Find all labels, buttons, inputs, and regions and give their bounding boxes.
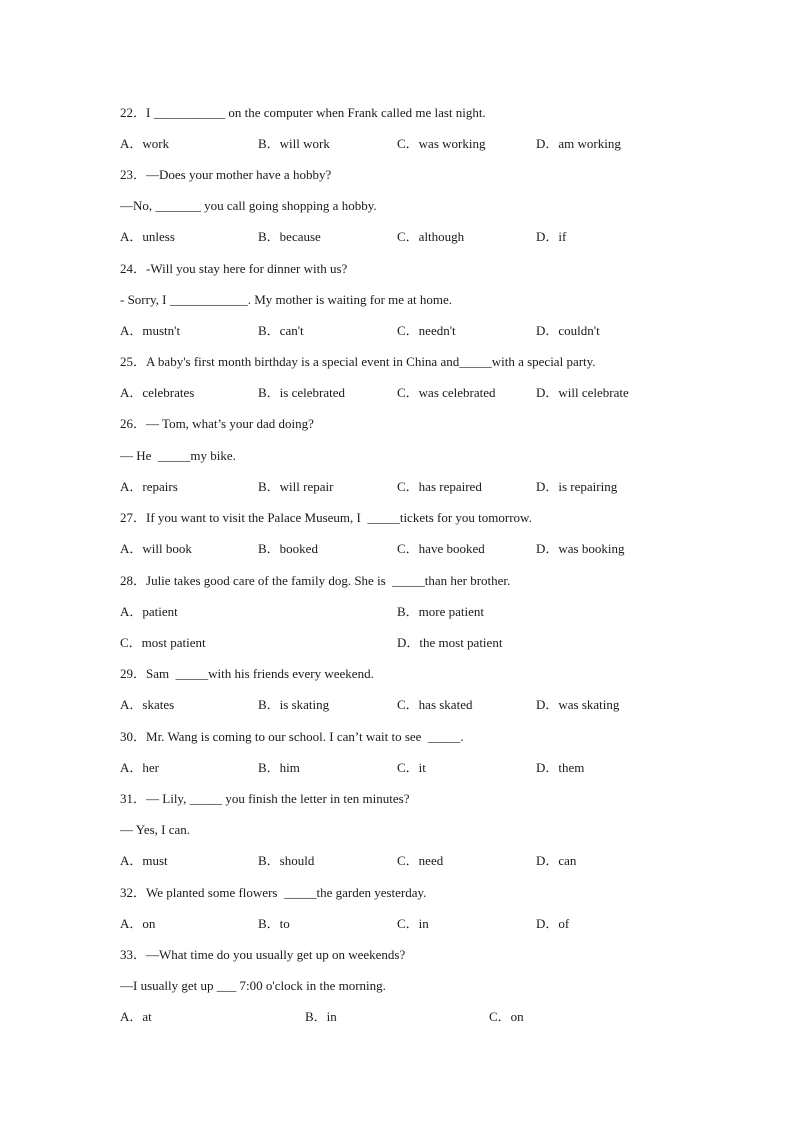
question-number: 27． <box>120 510 147 525</box>
option-c: C．most patient <box>120 635 206 650</box>
question-31-reply: — Yes, I can. <box>120 822 191 837</box>
option-c: C．was working <box>397 136 486 151</box>
question-25-stem <box>120 353 596 371</box>
option-a: A．must <box>120 853 168 868</box>
option-b: B．should <box>258 853 315 868</box>
option-d: D．was skating <box>536 697 620 712</box>
question-24-stem <box>120 260 347 278</box>
option-a: A．her <box>120 760 159 775</box>
option-a: A．repairs <box>120 479 178 494</box>
option-b: B．to <box>258 916 290 931</box>
question-33-stem <box>120 946 405 964</box>
option-a: A．skates <box>120 697 175 712</box>
question-text: A baby's first month birthday is a special event in China and_____with a special party. <box>146 354 596 369</box>
option-c: C．in <box>397 916 429 931</box>
option-b: B．is celebrated <box>258 385 345 400</box>
option-b: B．booked <box>258 541 318 556</box>
option-d: D．them <box>536 760 585 775</box>
question-number: 23． <box>120 167 147 182</box>
option-c: C．was celebrated <box>397 385 496 400</box>
question-23-reply: —No, _______ you call going shopping a hobby. <box>120 198 377 213</box>
question-28-stem <box>120 572 510 590</box>
question-text: Julie takes good care of the family dog. She is _____than her brother. <box>146 573 511 588</box>
option-c: C．although <box>397 229 465 244</box>
question-22-stem <box>120 104 486 122</box>
question-text: —What time do you usually get up on weekends? <box>146 947 406 962</box>
option-c: C．needn't <box>397 323 456 338</box>
option-b: B．more patient <box>397 604 485 619</box>
question-text: Sam _____with his friends every weekend. <box>146 666 374 681</box>
question-27-stem <box>120 509 532 527</box>
option-d: D．the most patient <box>397 635 503 650</box>
question-31-stem <box>120 790 409 808</box>
option-d: D．will celebrate <box>536 385 629 400</box>
question-text: -Will you stay here for dinner with us? <box>146 261 348 276</box>
option-d: D．was booking <box>536 541 625 556</box>
question-number: 22． <box>120 105 147 120</box>
option-b: B．will repair <box>258 479 334 494</box>
question-number: 30． <box>120 729 147 744</box>
option-d: D．if <box>536 229 567 244</box>
option-c: C．has skated <box>397 697 473 712</box>
option-a: A．mustn't <box>120 323 181 338</box>
option-c: C．need <box>397 853 444 868</box>
question-number: 33． <box>120 947 147 962</box>
question-number: 26． <box>120 416 147 431</box>
question-text: I ___________ on the computer when Frank called me last night. <box>146 105 486 120</box>
question-24-reply: - Sorry, I ____________. My mother is waiting for me at home. <box>120 292 453 307</box>
question-number: 24． <box>120 261 147 276</box>
option-a: A．on <box>120 916 156 931</box>
option-c: C．has repaired <box>397 479 482 494</box>
option-b: B．in <box>305 1009 337 1024</box>
question-text: — Lily, _____ you finish the letter in ten minutes? <box>146 791 410 806</box>
question-26-stem <box>120 415 314 433</box>
option-d: D．couldn't <box>536 323 600 338</box>
question-number: 32． <box>120 885 147 900</box>
option-d: D．am working <box>536 136 621 151</box>
option-b: B．him <box>258 760 300 775</box>
option-b: B．is skating <box>258 697 330 712</box>
option-a: A．at <box>120 1009 152 1024</box>
question-text: — Tom, what’s your dad doing? <box>146 416 314 431</box>
option-a: A．celebrates <box>120 385 195 400</box>
option-b: B．will work <box>258 136 330 151</box>
question-text: If you want to visit the Palace Museum, I _____tickets for you tomorrow. <box>146 510 532 525</box>
option-a: A．patient <box>120 604 178 619</box>
question-text: Mr. Wang is coming to our school. I can’t wait to see _____. <box>146 729 464 744</box>
option-a: A．work <box>120 136 170 151</box>
option-a: A．will book <box>120 541 192 556</box>
option-c: C．it <box>397 760 426 775</box>
question-number: 31． <box>120 791 147 806</box>
question-32-stem <box>120 884 426 902</box>
question-29-stem <box>120 665 374 683</box>
question-23-stem <box>120 166 331 184</box>
option-a: A．unless <box>120 229 175 244</box>
question-number: 29． <box>120 666 147 681</box>
question-text: We planted some flowers _____the garden yesterday. <box>146 885 427 900</box>
option-d: D．can <box>536 853 577 868</box>
question-number: 25． <box>120 354 147 369</box>
option-d: D．of <box>536 916 570 931</box>
option-b: B．because <box>258 229 321 244</box>
option-c: C．on <box>489 1009 524 1024</box>
question-26-reply: — He _____my bike. <box>120 448 236 463</box>
question-text: —Does your mother have a hobby? <box>146 167 332 182</box>
question-number: 28． <box>120 573 147 588</box>
question-30-stem <box>120 728 464 746</box>
option-c: C．have booked <box>397 541 485 556</box>
option-d: D．is repairing <box>536 479 618 494</box>
option-b: B．can't <box>258 323 304 338</box>
question-33-reply: —I usually get up ___ 7:00 o'clock in the morning. <box>120 978 386 993</box>
